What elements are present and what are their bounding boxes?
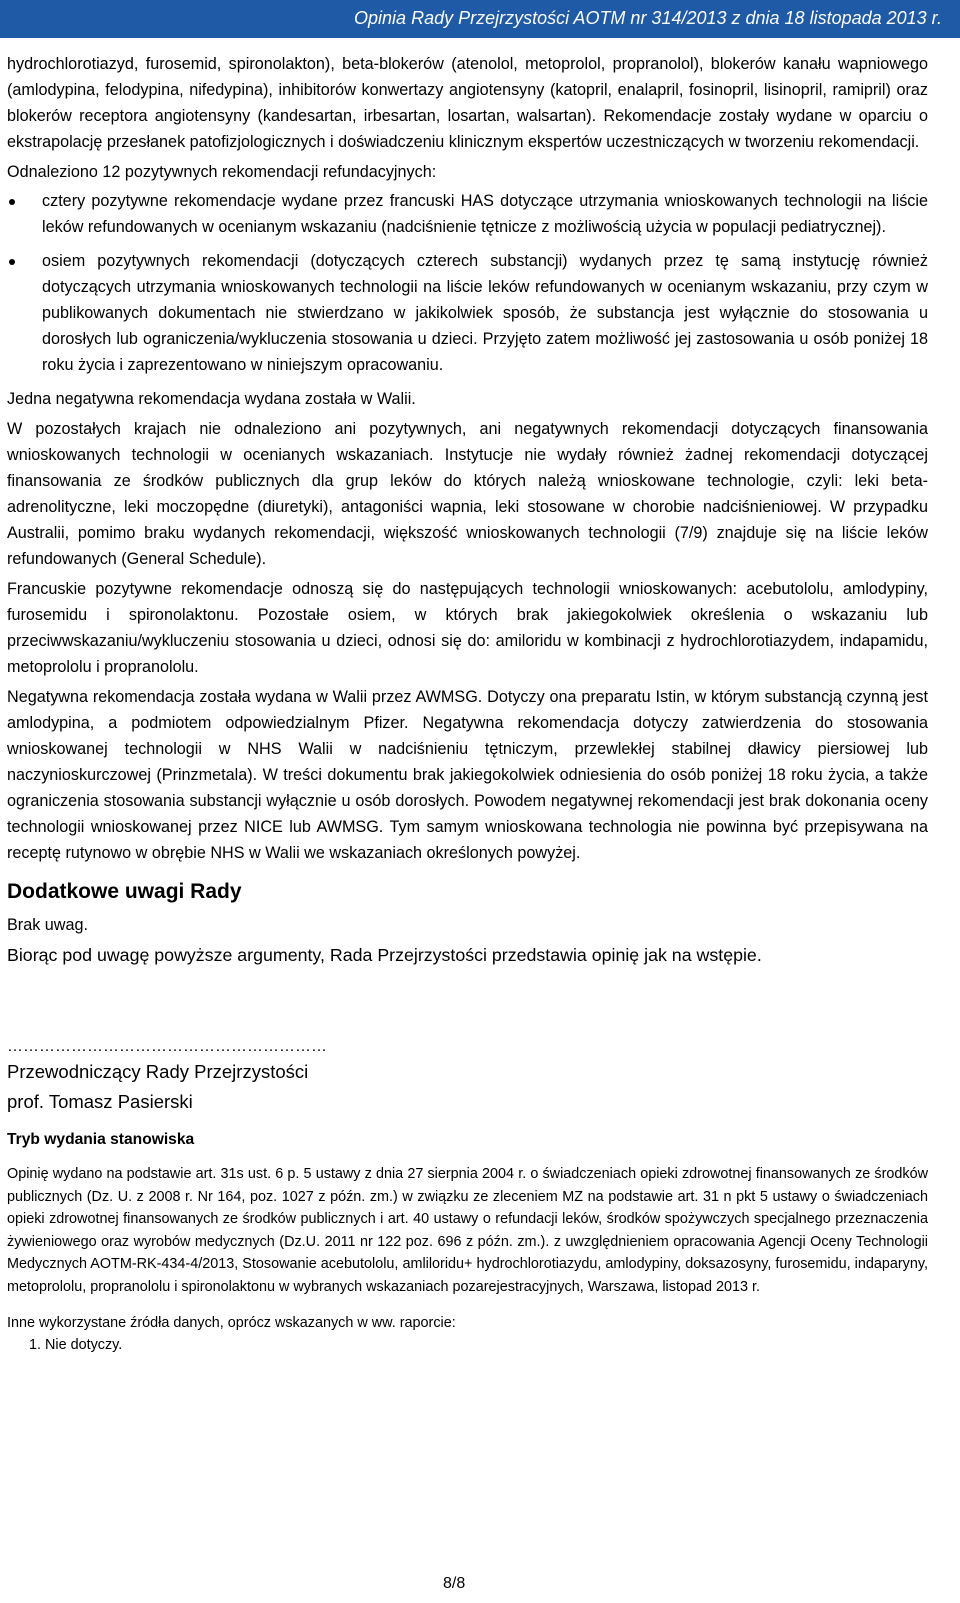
document-body (7, 51, 928, 1356)
bullet-icon (9, 199, 15, 205)
list-item-text: cztery pozytywne rekomendacje wydane przez francuski HAS dotyczące utrzymania wnioskowanych technologii na liście leków refundowanych w ocenianym wskazaniu (nadciśnienie tętnicze z możliwością użycia w populacji pediatrycznej). (42, 192, 928, 236)
signature-line: …………………………………………………… (7, 1038, 327, 1055)
conclusion-text: Biorąc pod uwagę powyższe argumenty, Rada Przejrzystości przedstawia opinię jak na wstępie. (7, 945, 762, 965)
sources-intro: Inne wykorzystane źródła danych, oprócz wskazanych w ww. raporcie: (7, 1315, 456, 1331)
section-heading-additional-remarks: Dodatkowe uwagi Rady (7, 880, 242, 903)
sources-list (7, 1334, 928, 1356)
list-item-text: osiem pozytywnych rekomendacji (dotyczących czterech substancji) wydanych przez tę samą instytucję również dotyczących utrzymania wnioskowanych technologii na liście leków refundowanych w ocenianym wskazaniu, przy czym w publikowanych dokumentach nie stwierdzano w jakikolwiek sposób, że substancja jest wyłącznie do stosowania u dorosłych lub ograniczenia/wykluczenia stosowania u dzieci. Przyjęto zatem możliwość jej zastosowania u osób poniżej 18 roku życia i zaprezentowano w niniejszym opracowaniu. (42, 252, 928, 374)
document-header-title: Opinia Rady Przejrzystości AOTM nr 314/2013 z dnia 18 listopada 2013 r. (354, 8, 942, 28)
recommendations-list (7, 188, 928, 378)
signature-role: Przewodniczący Rady Przejrzystości (7, 1061, 309, 1082)
paragraph-other-countries: W pozostałych krajach nie odnaleziono ani pozytywnych, ani negatywnych rekomendacji dotyczących finansowania wnioskowanych technologii w ocenianych wskazaniach. Instytucje nie wydały również żadnej rekomendacji dotyczącej finansowania ze środków publicznych dla grup leków do których należą wnioskowane technologie, czyli: leki beta-adrenolityczne, leki moczopędne (diuretyki), antagoniści wapnia, leki stosowane w chorobie nadciśnieniowej. W przypadku Australii, pomimo braku wydanych rekomendacji, większość wnioskowanych technologii (7/9) znajduje się na liście leków refundowanych (General Schedule). (7, 420, 928, 568)
header-band (0, 0, 960, 38)
list-item (7, 248, 928, 378)
signature-block (7, 1037, 928, 1117)
remarks-text: Brak uwag. (7, 916, 88, 934)
paragraph-recommendations-basis: hydrochlorotiazyd, furosemid, spironolakton), beta-blokerów (atenolol, metoprolol, propranolol), blokerów kanału wapniowego (amlodypina, felodypina, nifedypina), inhibitorów konwertazy angiotensyny (katopril, enalapril, fosinopril, lisinopril, ramipril) oraz blokerów receptora angiotensyny (kandesartan, irbesartan, losartan, walsartan). Rekomendacje zostały wydane w oparciu o ekstrapolację przesłanek patofizjologicznych i doświadczeniu klinicznym ekspertów uczestniczących w tworzeniu rekomendacji. (7, 55, 928, 151)
paragraph-negative-wales: Jedna negatywna rekomendacja wydana została w Walii. (7, 390, 416, 408)
signature-name: prof. Tomasz Pasierski (7, 1091, 193, 1112)
paragraph-french-recommendations: Francuskie pozytywne rekomendacje odnoszą się do następujących technologii wnioskowanych: acebutololu, amlodypiny, furosemidu i spironolaktonu. Pozostałe osiem, w których brak jakiegokolwiek określenia o wskazaniu lub przeciwwskazaniu/wykluczeniu stosowania u dzieci, odnosi się do: amiloridu w kombinacji z hydrochlorotiazydem, indapamidu, metoprololu i propranololu. (7, 580, 928, 676)
paragraph-positive-count: Odnaleziono 12 pozytywnych rekomendacji refundacyjnych: (7, 163, 437, 181)
bullet-icon (9, 259, 15, 265)
paragraph-awmsg-recommendation: Negatywna rekomendacja została wydana w Walii przez AWMSG. Dotyczy ona preparatu Istin, w którym substancją czynną jest amlodypina, a podmiotem odpowiedzialnym Pfizer. Negatywna rekomendacja dotyczy zatwierdzenia do stosowania wnioskowanej technologii w NHS Walii w nadciśnieniu tętniczym, przewlekłej stabilnej dławicy piersiowej lub naczynioskurczowej (Prinzmetala). W treści dokumentu brak jakiegokolwiek odniesienia do osób poniżej 18 roku życia, a także ograniczenia stosowania substancji wyłącznie u osób dorosłych. Powodem negatywnej rekomendacji jest brak dokonania oceny technologii wnioskowanej przez NICE lub AWMSG. Tym samym wnioskowana technologia nie powinna być przepisywana na receptę rutynowo w obrębie NHS w Walii we wskazaniach określonych powyżej. (7, 688, 928, 862)
page-number: 8/8 (443, 1575, 466, 1592)
list-item (7, 188, 928, 240)
section-heading-issuance: Tryb wydania stanowiska (7, 1131, 195, 1148)
issuance-text: Opinię wydano na podstawie art. 31s ust. 6 p. 5 ustawy z dnia 27 sierpnia 2004 r. o świadczeniach opieki zdrowotnej finansowanych ze środków publicznych (Dz. U. z 2008 r. Nr 164, poz. 1027 z późn. zm.) w związku ze zleceniem MZ na podstawie art. 31 n pkt 5 ustawy o świadczeniach opieki zdrowotnej finansowanych ze środków publicznych i art. 40 ustawy o refundacji leków, środków spożywczych specjalnego przeznaczenia żywieniowego oraz wyrobów medycznych (Dz.U. 2011 nr 122 poz. 696 z późn. zm.). z uwzględnieniem opracowania Agencji Oceny Technologii Medycznych AOTM-RK-434-4/2013, Stosowanie acebutololu, amliloridu+ hydrochlorotiazydu, amlodypiny, doksazosyny, furosemidu, indaparyny, metoprololu, propranololu i spironolaktonu w wybranych wskazaniach pozarejestracyjnych, Warszawa, listopad 2013 r. (7, 1166, 928, 1295)
list-item: 1. Nie dotyczy. (45, 1334, 928, 1356)
